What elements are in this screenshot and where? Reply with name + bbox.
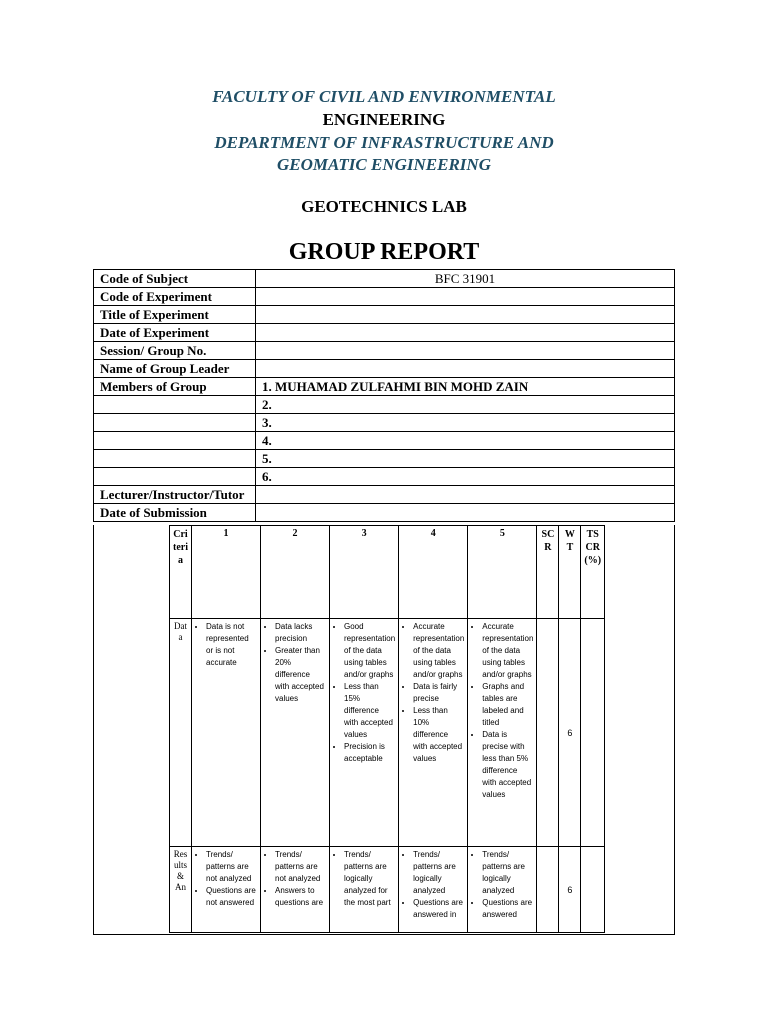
member-3: 3. bbox=[256, 414, 675, 432]
level-bullet: • Trends/ patterns are logically analyzed bbox=[413, 849, 464, 897]
submission-value[interactable] bbox=[256, 504, 675, 522]
table-row bbox=[94, 450, 675, 468]
table-row bbox=[94, 324, 675, 342]
level-list bbox=[264, 621, 326, 705]
table-row bbox=[94, 414, 675, 432]
title-experiment-value[interactable] bbox=[256, 306, 675, 324]
faculty-title: FACULTY OF CIVIL AND ENVIRONMENTAL bbox=[212, 87, 556, 106]
criteria-cell: Data bbox=[170, 619, 192, 847]
level-bullet: • Precision is acceptable bbox=[344, 741, 395, 765]
criteria-cell: Results & An bbox=[170, 847, 192, 933]
leader-label: Name of Group Leader bbox=[94, 360, 256, 378]
member-5: 5. bbox=[256, 450, 675, 468]
level-cell bbox=[330, 847, 399, 933]
level-3-header: 3 bbox=[330, 526, 399, 619]
table-row bbox=[94, 288, 675, 306]
level-bullet: • Data is not represented or is not accurate bbox=[206, 621, 257, 669]
table-row bbox=[94, 342, 675, 360]
tscr-cell[interactable] bbox=[581, 619, 605, 847]
level-bullet: • Less than 10% difference with accepted values bbox=[413, 705, 464, 765]
date-experiment-value[interactable] bbox=[256, 324, 675, 342]
leader-value[interactable] bbox=[256, 360, 675, 378]
level-list bbox=[402, 849, 464, 921]
lecturer-value[interactable] bbox=[256, 486, 675, 504]
members-label-blank bbox=[94, 450, 256, 468]
level-bullet: • Good representation of the data using tables and/or graphs bbox=[344, 621, 395, 681]
level-cell bbox=[330, 619, 399, 847]
scr-cell[interactable] bbox=[537, 847, 559, 933]
member-1: 1. MUHAMAD ZULFAHMI BIN MOHD ZAIN bbox=[256, 378, 675, 396]
scr-cell[interactable] bbox=[537, 619, 559, 847]
table-row bbox=[94, 270, 675, 288]
title-experiment-label: Title of Experiment bbox=[94, 306, 256, 324]
level-bullet: • Accurate representation of the data using tables and/or graphs bbox=[413, 621, 464, 681]
level-cell bbox=[468, 847, 537, 933]
rubric-header-row bbox=[170, 526, 605, 619]
submission-label: Date of Submission bbox=[94, 504, 256, 522]
table-row bbox=[94, 504, 675, 522]
level-list bbox=[471, 621, 533, 801]
level-1-header: 1 bbox=[192, 526, 261, 619]
members-label-blank bbox=[94, 396, 256, 414]
tscr-header: TSCR(%) bbox=[581, 526, 605, 619]
level-bullet: • Trends/ patterns are logically analyzed for the most part bbox=[344, 849, 395, 909]
wt-header: WT bbox=[559, 526, 581, 619]
rubric-table bbox=[169, 525, 605, 933]
members-label-blank bbox=[94, 414, 256, 432]
table-row bbox=[94, 396, 675, 414]
faculty-title-line2: ENGINEERING bbox=[322, 110, 446, 129]
members-label-blank bbox=[94, 468, 256, 486]
rubric-row-results bbox=[170, 847, 605, 933]
level-bullet: • Less than 15% difference with accepted values bbox=[344, 681, 395, 741]
level-list bbox=[333, 849, 395, 909]
level-bullet: • Accurate representation of the data using tables and/or graphs bbox=[482, 621, 533, 681]
rubric-container bbox=[93, 525, 675, 935]
lab-title: GEOTECHNICS LAB bbox=[301, 197, 467, 216]
wt-cell: 6 bbox=[559, 847, 581, 933]
date-experiment-label: Date of Experiment bbox=[94, 324, 256, 342]
level-cell bbox=[261, 847, 330, 933]
level-bullet: • Data lacks precision bbox=[275, 621, 326, 645]
level-bullet: • Answers to questions are bbox=[275, 885, 326, 909]
info-table bbox=[93, 269, 675, 522]
level-4-header: 4 bbox=[399, 526, 468, 619]
level-bullet: • Graphs and tables are labeled and titled bbox=[482, 681, 533, 729]
level-bullet: • Data is fairly precise bbox=[413, 681, 464, 705]
level-list bbox=[264, 849, 326, 909]
level-5-header: 5 bbox=[468, 526, 537, 619]
table-row bbox=[94, 378, 675, 396]
code-experiment-label: Code of Experiment bbox=[94, 288, 256, 306]
level-bullet: • Data is precise with less than 5% difference with accepted values bbox=[482, 729, 533, 801]
table-row bbox=[94, 432, 675, 450]
members-label: Members of Group bbox=[94, 378, 256, 396]
session-value[interactable] bbox=[256, 342, 675, 360]
code-experiment-value[interactable] bbox=[256, 288, 675, 306]
level-bullet: • Greater than 20% difference with accepted values bbox=[275, 645, 326, 705]
criteria-header: Criteria bbox=[170, 526, 192, 619]
level-bullet: • Questions are answered in bbox=[413, 897, 464, 921]
department-title: DEPARTMENT OF INFRASTRUCTURE AND bbox=[214, 133, 554, 152]
level-list bbox=[195, 849, 257, 909]
level-list bbox=[333, 621, 395, 765]
level-list bbox=[195, 621, 257, 669]
level-bullet: • Trends/ patterns are not analyzed bbox=[275, 849, 326, 885]
table-row bbox=[94, 468, 675, 486]
table-row bbox=[94, 486, 675, 504]
level-bullet: • Questions are answered bbox=[482, 897, 533, 921]
level-cell bbox=[192, 619, 261, 847]
level-list bbox=[471, 849, 533, 921]
code-subject-label: Code of Subject bbox=[94, 270, 256, 288]
level-2-header: 2 bbox=[261, 526, 330, 619]
lecturer-label: Lecturer/Instructor/Tutor bbox=[94, 486, 256, 504]
member-4: 4. bbox=[256, 432, 675, 450]
report-title: GROUP REPORT bbox=[288, 239, 480, 265]
level-bullet: • Trends/ patterns are not analyzed bbox=[206, 849, 257, 885]
member-6: 6. bbox=[256, 468, 675, 486]
session-label: Session/ Group No. bbox=[94, 342, 256, 360]
level-list bbox=[402, 621, 464, 765]
level-cell bbox=[399, 847, 468, 933]
level-cell bbox=[468, 619, 537, 847]
rubric-row-data bbox=[170, 619, 605, 847]
code-subject-value: BFC 31901 bbox=[256, 270, 675, 288]
members-label-blank bbox=[94, 432, 256, 450]
table-row bbox=[94, 360, 675, 378]
tscr-cell[interactable] bbox=[581, 847, 605, 933]
level-cell bbox=[192, 847, 261, 933]
wt-cell: 6 bbox=[559, 619, 581, 847]
member-2: 2. bbox=[256, 396, 675, 414]
table-row bbox=[94, 306, 675, 324]
level-cell bbox=[399, 619, 468, 847]
level-bullet: • Trends/ patterns are logically analyzed bbox=[482, 849, 533, 897]
scr-header: SCR bbox=[537, 526, 559, 619]
department-title-line2: GEOMATIC ENGINEERING bbox=[277, 155, 491, 174]
level-cell bbox=[261, 619, 330, 847]
level-bullet: • Questions are not answered bbox=[206, 885, 257, 909]
